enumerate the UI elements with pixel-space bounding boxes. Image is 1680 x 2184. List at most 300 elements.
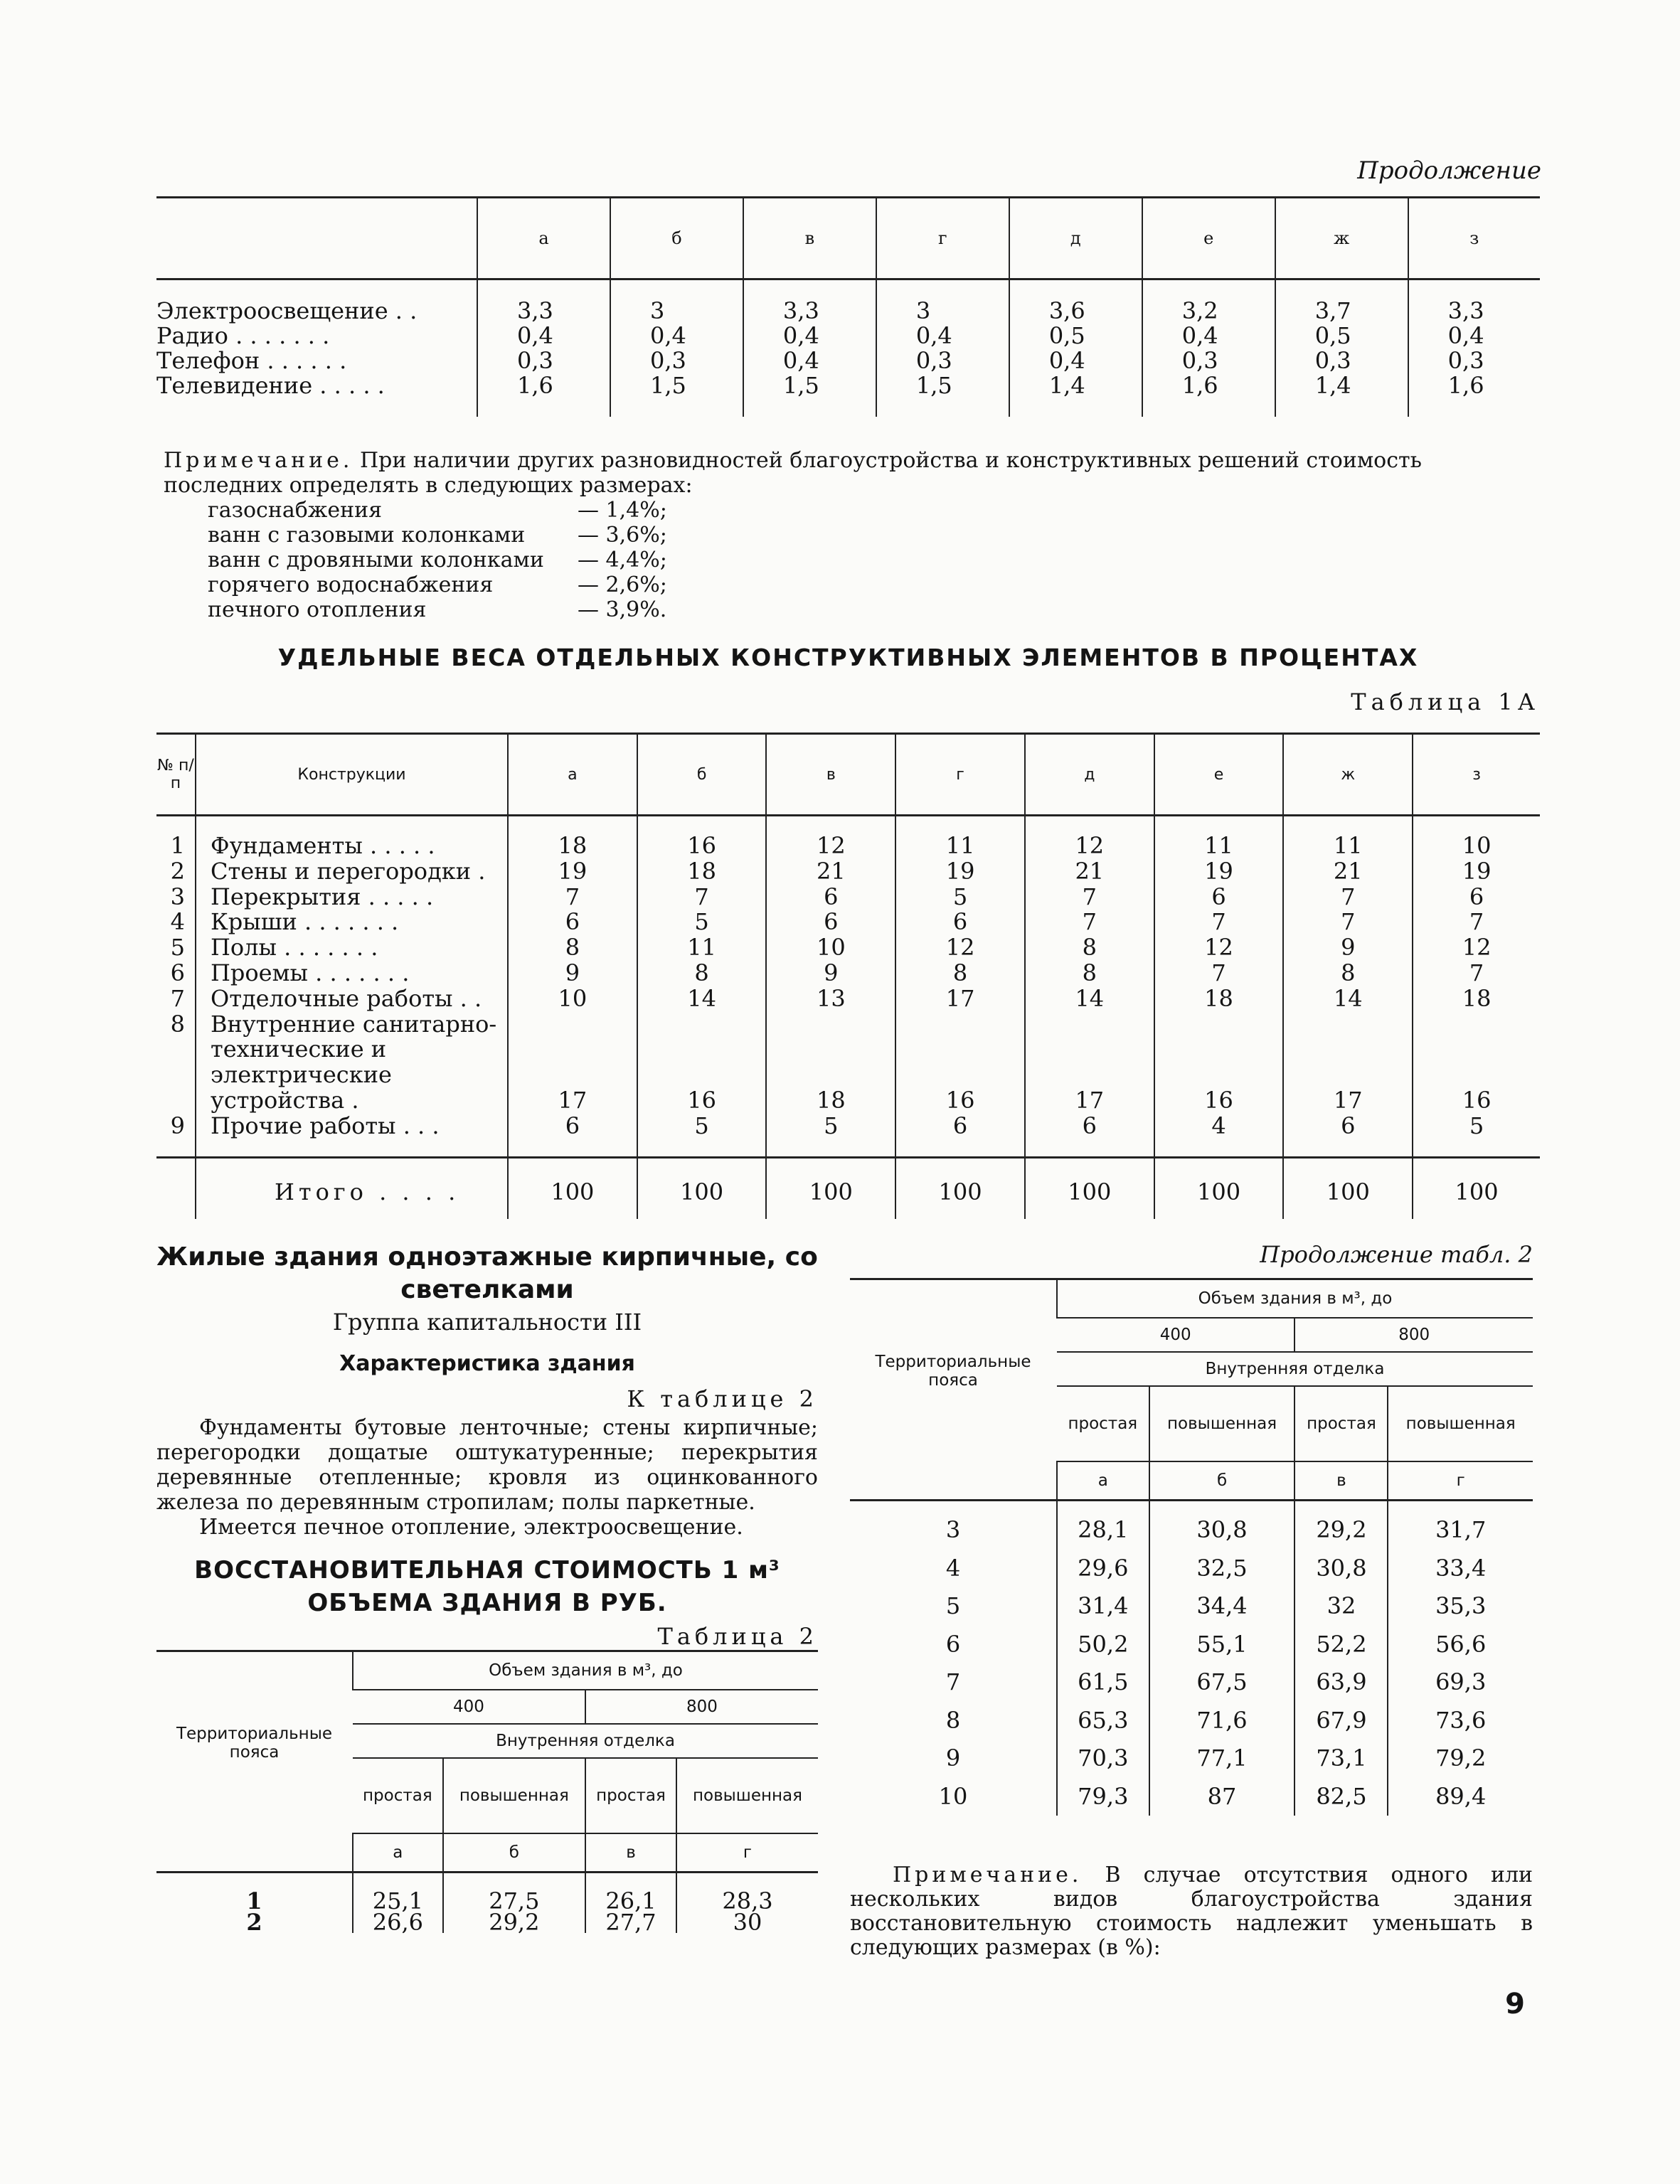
cell: 100 — [1154, 1157, 1284, 1219]
cell: 69,3 — [1388, 1663, 1533, 1702]
row-name: Стены и перегородки . — [196, 859, 508, 885]
table-top-col-g: г — [876, 198, 1009, 279]
cell: 0,3 — [610, 348, 743, 373]
cell: 6 — [1413, 885, 1540, 910]
cell: 26,1 — [585, 1873, 676, 1912]
table-top-col-d: д — [1009, 198, 1142, 279]
table-top-col-a: а — [477, 198, 610, 279]
col-v: в — [766, 734, 895, 816]
item-value: — 4,4%; — [578, 548, 667, 572]
vol-400: 400 — [1057, 1318, 1294, 1352]
col-improved: повышенная — [1388, 1386, 1533, 1461]
col-letter: б — [1149, 1461, 1295, 1501]
cell: 7 — [508, 885, 637, 910]
cell: 6 — [1025, 1114, 1154, 1157]
cell: 100 — [895, 1157, 1025, 1219]
cell: 52,2 — [1294, 1626, 1388, 1664]
cell: 82,5 — [1294, 1778, 1388, 1816]
cell: 5 — [1413, 1114, 1540, 1157]
heading-specific-weights: УДЕЛЬНЫЕ ВЕСА ОТДЕЛЬНЫХ КОНСТРУКТИВНЫХ ЭЛЕМЕНТОВ В ПРОЦЕНТАХ — [277, 644, 1419, 671]
cell: 7 — [637, 885, 767, 910]
cell: 0,4 — [876, 324, 1009, 348]
list-item — [208, 498, 1540, 523]
cell: 67,5 — [1149, 1663, 1295, 1702]
cell: 13 — [766, 986, 895, 1012]
item-name: печного отопления — [208, 597, 427, 622]
col-num: № п/п — [157, 757, 194, 792]
cell: 7 — [1413, 961, 1540, 986]
cell: 11 — [1154, 816, 1284, 859]
capital-group: Группа капитальности III — [332, 1309, 642, 1336]
table-top-header — [156, 198, 1540, 279]
row-num: 3 — [170, 883, 185, 910]
col-improved: повышенная — [1149, 1386, 1295, 1461]
cell: 18 — [1413, 986, 1540, 1012]
cell: 14 — [1025, 986, 1154, 1012]
cell: 5 — [637, 1114, 767, 1157]
table-row — [850, 1702, 1533, 1740]
col-b: б — [637, 734, 767, 816]
table-top-col-b: б — [610, 198, 743, 279]
cell: 19 — [1413, 859, 1540, 885]
table-top — [156, 196, 1540, 417]
table-row — [156, 1012, 1540, 1114]
item-value: — 3,6%; — [578, 523, 667, 548]
cell: 26,6 — [353, 1912, 443, 1933]
cell: 100 — [1025, 1157, 1154, 1219]
cell: 1,4 — [1275, 373, 1408, 417]
cell: 17 — [1025, 1012, 1154, 1114]
cell: 0,4 — [1408, 324, 1540, 348]
vol-400: 400 — [353, 1690, 585, 1724]
col-simple: простая — [353, 1758, 443, 1833]
row-num: 2 — [170, 857, 185, 885]
table-row — [850, 1550, 1533, 1588]
table-row — [850, 1501, 1533, 1550]
cell: 18 — [766, 1012, 895, 1114]
cell: 1,6 — [477, 373, 610, 417]
cell: 32,5 — [1149, 1550, 1295, 1588]
row-name: Фундаменты . . . . . — [196, 816, 508, 859]
col-d: д — [1025, 734, 1154, 816]
cell: 6 — [895, 910, 1025, 935]
cell: 9 — [508, 961, 637, 986]
cell: 5 — [895, 885, 1025, 910]
cell: 30,8 — [1294, 1550, 1388, 1588]
col-improved: повышенная — [676, 1758, 818, 1833]
cell: 17 — [1283, 1012, 1413, 1114]
cell: 21 — [1025, 859, 1154, 885]
cell: 100 — [1283, 1157, 1413, 1219]
letters-empty — [156, 1833, 353, 1873]
cell: 55,1 — [1149, 1626, 1295, 1664]
cell: 18 — [508, 816, 637, 859]
row-label: Телевидение . . . . . — [156, 372, 385, 399]
cell: 1,6 — [1408, 373, 1540, 417]
cell: 6 — [1283, 1114, 1413, 1157]
cell: 18 — [1154, 986, 1284, 1012]
cell: 4 — [1154, 1114, 1284, 1157]
cell: 12 — [1413, 935, 1540, 961]
note-2-label: Примечание. — [893, 1863, 1083, 1887]
col-name: Конструкции — [196, 734, 508, 816]
cell: 7 — [1154, 910, 1284, 935]
cell: 29,2 — [443, 1912, 585, 1933]
cell: 8 — [1283, 961, 1413, 986]
cell: 79,2 — [1388, 1740, 1533, 1778]
cell: 61,5 — [1057, 1663, 1149, 1702]
table-row — [156, 1912, 818, 1933]
zone: 3 — [945, 1516, 961, 1543]
cell: 18 — [637, 859, 767, 885]
table-2-label: Таблица 2 — [657, 1623, 818, 1650]
cell: 89,4 — [1388, 1778, 1533, 1816]
cell: 12 — [1154, 935, 1284, 961]
cell: 17 — [895, 986, 1025, 1012]
cell: 7 — [1025, 885, 1154, 910]
cell: 56,6 — [1388, 1626, 1533, 1664]
cell: 11 — [637, 935, 767, 961]
table-row — [850, 1587, 1533, 1626]
zone: 1 — [246, 1887, 262, 1914]
cell: 3,6 — [1009, 279, 1142, 324]
row-name: Проемы . . . . . . . — [196, 961, 508, 986]
col-letter: б — [443, 1833, 585, 1873]
table-row — [850, 1626, 1533, 1664]
col-letter: а — [1057, 1461, 1149, 1501]
cell: 0,4 — [477, 324, 610, 348]
cell: 0,3 — [1275, 348, 1408, 373]
heading-restoration-cost: ВОССТАНОВИТЕЛЬНАЯ СТОИМОСТЬ 1 м³ ОБЪЕМА ЗДАНИЯ В РУБ. — [194, 1556, 780, 1617]
cell: 21 — [766, 859, 895, 885]
note-1-list — [208, 498, 1540, 622]
cell: 0,3 — [1408, 348, 1540, 373]
zone: 5 — [945, 1592, 961, 1619]
table-row — [156, 910, 1540, 935]
cell: 19 — [895, 859, 1025, 885]
item-value: — 2,6%; — [578, 572, 667, 597]
volume-header: Объем здания в м³, до — [353, 1651, 818, 1690]
col-letter: в — [585, 1833, 676, 1873]
cell: 3,7 — [1275, 279, 1408, 324]
row-num: 8 — [170, 1010, 185, 1038]
cell: 1,4 — [1009, 373, 1142, 417]
vol-800: 800 — [585, 1690, 818, 1724]
zone: 10 — [938, 1782, 968, 1810]
cell: 30,8 — [1149, 1501, 1295, 1550]
note-2 — [850, 1863, 1533, 1960]
cell: 3 — [610, 279, 743, 324]
cell: 31,4 — [1057, 1587, 1149, 1626]
cell: 0,3 — [477, 348, 610, 373]
cell: 1,6 — [1142, 373, 1275, 417]
col-simple: простая — [1294, 1386, 1388, 1461]
building-description — [156, 1415, 818, 1540]
cell: 16 — [637, 816, 767, 859]
table-total-row — [156, 1157, 1540, 1219]
cell: 0,5 — [1275, 324, 1408, 348]
cell: 16 — [1154, 1012, 1284, 1114]
cell: 0,4 — [1009, 348, 1142, 373]
finish-header: Внутренняя отделка — [353, 1724, 818, 1758]
cell: 9 — [1283, 935, 1413, 961]
row-name: Крыши . . . . . . . — [196, 910, 508, 935]
description-text: Фундаменты бутовые ленточные; стены кирпичные; перегородки дощатые оштукатуренные; перекрытия деревянные отепленные; кровля из оцинкованного железа по деревянным стропилам; полы паркетные. — [156, 1415, 818, 1515]
col-simple: простая — [1057, 1386, 1149, 1461]
item-name: ванн с дровяными колонками — [208, 548, 544, 572]
cell: 10 — [1413, 816, 1540, 859]
item-value: — 1,4%; — [578, 498, 667, 523]
cell: 0,4 — [743, 348, 876, 373]
cell: 100 — [637, 1157, 767, 1219]
table-row — [850, 1663, 1533, 1702]
cell: 14 — [1283, 986, 1413, 1012]
table-row — [156, 348, 1540, 373]
table-1a-header — [156, 734, 1540, 816]
col-improved: повышенная — [443, 1758, 585, 1833]
cell: 1,5 — [610, 373, 743, 417]
cell: 87 — [1149, 1778, 1295, 1816]
cell: 33,4 — [1388, 1550, 1533, 1588]
cell: 0,4 — [743, 324, 876, 348]
cell: 6 — [1154, 885, 1284, 910]
cell: 6 — [766, 910, 895, 935]
item-value: — 3,9%. — [578, 597, 667, 622]
cell: 0,4 — [610, 324, 743, 348]
table-2-letters — [850, 1461, 1533, 1501]
cell: 3,3 — [1408, 279, 1540, 324]
page-number: 9 — [1505, 1988, 1525, 2020]
col-letter: г — [1388, 1461, 1533, 1501]
cell: 100 — [1413, 1157, 1540, 1219]
cell: 3,3 — [477, 279, 610, 324]
table-top-col-zh: ж — [1275, 198, 1408, 279]
row-name: Полы . . . . . . . — [196, 935, 508, 961]
zone-header: Территориальные пояса — [875, 1352, 1031, 1390]
cell: 30 — [676, 1912, 818, 1933]
cell: 1,5 — [743, 373, 876, 417]
total-num — [156, 1157, 196, 1219]
to-table-label: К таблице 2 — [627, 1385, 818, 1412]
row-num: 9 — [170, 1112, 185, 1139]
table-2-header — [850, 1279, 1533, 1319]
cell: 5 — [637, 910, 767, 935]
table-row — [850, 1778, 1533, 1816]
cell: 21 — [1283, 859, 1413, 885]
cell: 17 — [508, 1012, 637, 1114]
list-item — [208, 523, 1540, 548]
col-e: е — [1154, 734, 1284, 816]
table-top-corner — [156, 198, 477, 279]
zone: 7 — [945, 1668, 961, 1695]
cell: 32 — [1294, 1587, 1388, 1626]
table-row — [156, 279, 1540, 324]
zone: 8 — [945, 1706, 961, 1734]
cell: 9 — [766, 961, 895, 986]
cell: 100 — [508, 1157, 637, 1219]
cell: 25,1 — [353, 1873, 443, 1912]
cell: 8 — [637, 961, 767, 986]
cell: 16 — [637, 1012, 767, 1114]
cell: 12 — [1025, 816, 1154, 859]
cell: 11 — [895, 816, 1025, 859]
row-num: 5 — [170, 934, 185, 962]
cell: 70,3 — [1057, 1740, 1149, 1778]
vol-800: 800 — [1294, 1318, 1533, 1352]
cell: 10 — [766, 935, 895, 961]
col-zh: ж — [1283, 734, 1413, 816]
cell: 10 — [508, 986, 637, 1012]
cell: 27,7 — [585, 1912, 676, 1933]
cell: 6 — [895, 1114, 1025, 1157]
total-label: Итого . . . . — [196, 1157, 508, 1219]
cell: 7 — [1283, 910, 1413, 935]
cell: 100 — [766, 1157, 895, 1219]
row-name: Внутренние санитарно-технические и электрические устройства . — [196, 1012, 508, 1114]
col-letter: в — [1294, 1461, 1388, 1501]
cell: 6 — [766, 885, 895, 910]
list-item — [208, 572, 1540, 597]
row-num: 1 — [170, 832, 185, 859]
table-2-left — [156, 1650, 818, 1936]
col-letter: г — [676, 1833, 818, 1873]
cell: 8 — [895, 961, 1025, 986]
cell: 7 — [1154, 961, 1284, 986]
table-row — [156, 859, 1540, 885]
zone: 2 — [246, 1909, 262, 1936]
table-row — [156, 324, 1540, 348]
row-label: Радио . . . . . . . — [156, 322, 330, 349]
cell: 71,6 — [1149, 1702, 1295, 1740]
zone-header: Территориальные пояса — [176, 1724, 333, 1762]
cell: 67,9 — [1294, 1702, 1388, 1740]
row-name: Прочие работы . . . — [196, 1114, 508, 1157]
list-item — [208, 548, 1540, 572]
cell: 50,2 — [1057, 1626, 1149, 1664]
cell: 31,7 — [1388, 1501, 1533, 1550]
table-row — [156, 885, 1540, 910]
row-label: Телефон . . . . . . — [156, 347, 347, 374]
cell: 5 — [766, 1114, 895, 1157]
table-row — [850, 1740, 1533, 1778]
continuation-label: Продолжение — [1357, 156, 1541, 185]
cell: 16 — [1413, 1012, 1540, 1114]
cell: 29,6 — [1057, 1550, 1149, 1588]
cell: 34,4 — [1149, 1587, 1295, 1626]
cell: 8 — [1025, 935, 1154, 961]
cell: 12 — [895, 935, 1025, 961]
row-num: 7 — [170, 984, 185, 1012]
cell: 3,2 — [1142, 279, 1275, 324]
cell: 7 — [1025, 910, 1154, 935]
cell: 63,9 — [1294, 1663, 1388, 1702]
row-num: 6 — [170, 959, 185, 986]
col-g: г — [895, 734, 1025, 816]
cell: 0,3 — [876, 348, 1009, 373]
col-a: а — [508, 734, 637, 816]
cell: 14 — [637, 986, 767, 1012]
cell: 0,3 — [1142, 348, 1275, 373]
cell: 7 — [1413, 910, 1540, 935]
cell: 79,3 — [1057, 1778, 1149, 1816]
table-row — [156, 1114, 1540, 1157]
row-label: Электроосвещение . . — [156, 297, 418, 324]
row-name: Отделочные работы . . — [196, 986, 508, 1012]
table-top-col-e: е — [1142, 198, 1275, 279]
item-name: горячего водоснабжения — [208, 572, 494, 597]
cell: 1,5 — [876, 373, 1009, 417]
building-title: Жилые здания одноэтажные кирпичные, со светелками — [156, 1242, 818, 1304]
table-row — [156, 373, 1540, 417]
table-2-letters — [156, 1833, 818, 1873]
table-row — [156, 961, 1540, 986]
volume-header: Объем здания в м³, до — [1057, 1279, 1533, 1319]
cell: 73,6 — [1388, 1702, 1533, 1740]
cell: 8 — [1025, 961, 1154, 986]
table-top-col-v: в — [743, 198, 876, 279]
letters-empty — [850, 1461, 1057, 1501]
cell: 11 — [1283, 816, 1413, 859]
zone: 9 — [945, 1744, 961, 1772]
table-row — [156, 986, 1540, 1012]
table-row — [156, 935, 1540, 961]
note-1 — [164, 448, 1540, 622]
col-simple: простая — [585, 1758, 676, 1833]
row-num: 4 — [170, 908, 185, 936]
table-2-right — [850, 1278, 1533, 1816]
col-letter: а — [353, 1833, 443, 1873]
table-1a — [156, 733, 1540, 1219]
cell: 16 — [895, 1012, 1025, 1114]
table-top-col-z: з — [1408, 198, 1540, 279]
table-2-continuation-label: Продолжение табл. 2 — [1260, 1241, 1533, 1268]
cell: 73,1 — [1294, 1740, 1388, 1778]
table-row — [156, 1873, 818, 1912]
cell: 19 — [508, 859, 637, 885]
cell: 8 — [508, 935, 637, 961]
item-name: ванн с газовыми колонками — [208, 523, 526, 548]
note-2-text: В случае отсутствия одного или нескольких видов благоустройства здания восстановительную стоимость надлежит уменьшать в следующих размерах (в %): — [850, 1863, 1533, 1960]
description-text-2: Имеется печное отопление, электроосвещение. — [199, 1515, 743, 1540]
cell: 12 — [766, 816, 895, 859]
characteristic-title: Характеристика здания — [339, 1351, 635, 1376]
col-z: з — [1413, 734, 1540, 816]
cell: 29,2 — [1294, 1501, 1388, 1550]
cell: 0,5 — [1009, 324, 1142, 348]
cell: 3 — [876, 279, 1009, 324]
note-1-label: Примечание. — [164, 448, 353, 473]
cell: 35,3 — [1388, 1587, 1533, 1626]
cell: 6 — [508, 1114, 637, 1157]
cell: 65,3 — [1057, 1702, 1149, 1740]
zone: 6 — [945, 1630, 961, 1658]
row-name: Перекрытия . . . . . — [196, 885, 508, 910]
list-item — [208, 597, 1540, 622]
cell: 3,3 — [743, 279, 876, 324]
cell: 28,1 — [1057, 1501, 1149, 1550]
zone: 4 — [945, 1554, 961, 1582]
cell: 6 — [508, 910, 637, 935]
cell: 28,3 — [676, 1873, 818, 1912]
cell: 77,1 — [1149, 1740, 1295, 1778]
cell: 0,4 — [1142, 324, 1275, 348]
finish-header: Внутренняя отделка — [1057, 1352, 1533, 1386]
note-1-text: При наличии других разновидностей благоустройства и конструктивных решений стоимость последних определять в следующих размерах: — [164, 448, 1422, 498]
table-2-header — [156, 1651, 818, 1690]
table-row — [156, 816, 1540, 859]
item-name: газоснабжения — [208, 498, 383, 523]
cell: 19 — [1154, 859, 1284, 885]
